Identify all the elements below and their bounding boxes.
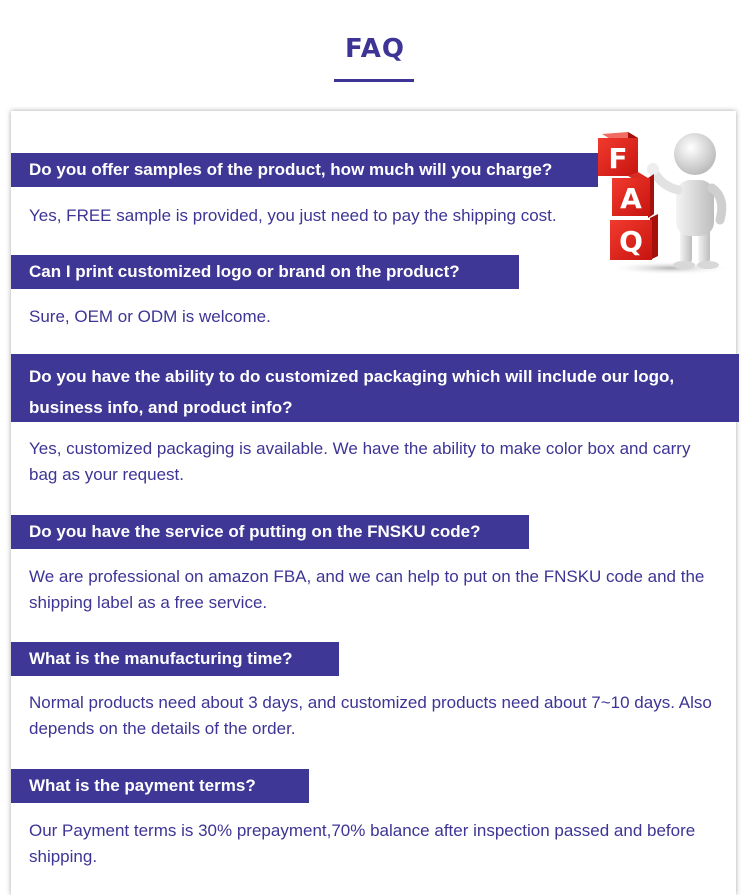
faq-question-3: Do you have the ability to do customized packaging which will include our logo, business info, and product info? [11,354,739,422]
faq-question-5: What is the manufacturing time? [11,642,339,676]
faq-answer-1: Yes, FREE sample is provided, you just need to pay the shipping cost. [29,206,557,225]
svg-text:F: F [608,142,628,175]
cube-q [610,214,658,260]
faq-question-2: Can I print customized logo or brand on the product? [11,255,519,289]
faq-answer-4: We are professional on amazon FBA, and we can help to put on the FNSKU code and the shipping label as a free service. [29,567,705,612]
page-header [0,0,750,110]
faq-illustration [588,128,733,278]
faq-question-6: What is the payment terms? [11,769,309,803]
svg-text:Q: Q [619,225,643,258]
faq-answer-5: Normal products need about 3 days, and customized products need about 7~10 days. Also depends on the details of the order. [29,693,712,738]
title-underline [334,79,414,82]
faq-answer-2: Sure, OEM or ODM is welcome. [29,307,271,326]
faq-question-1: Do you offer samples of the product, how much will you charge? [11,153,598,187]
white-figure-icon [647,133,722,269]
faq-question-4: Do you have the service of putting on the FNSKU code? [11,515,529,549]
page-title: FAQ [344,34,405,64]
cube-f [598,132,638,176]
cube-a [612,172,654,218]
faq-answer-3: Yes, customized packaging is available. We have the ability to make color box and carry bag as your request. [29,439,691,484]
faq-answer-6: Our Payment terms is 30% prepayment,70% balance after inspection passed and before shipping. [29,821,696,866]
svg-text:A: A [620,182,642,215]
